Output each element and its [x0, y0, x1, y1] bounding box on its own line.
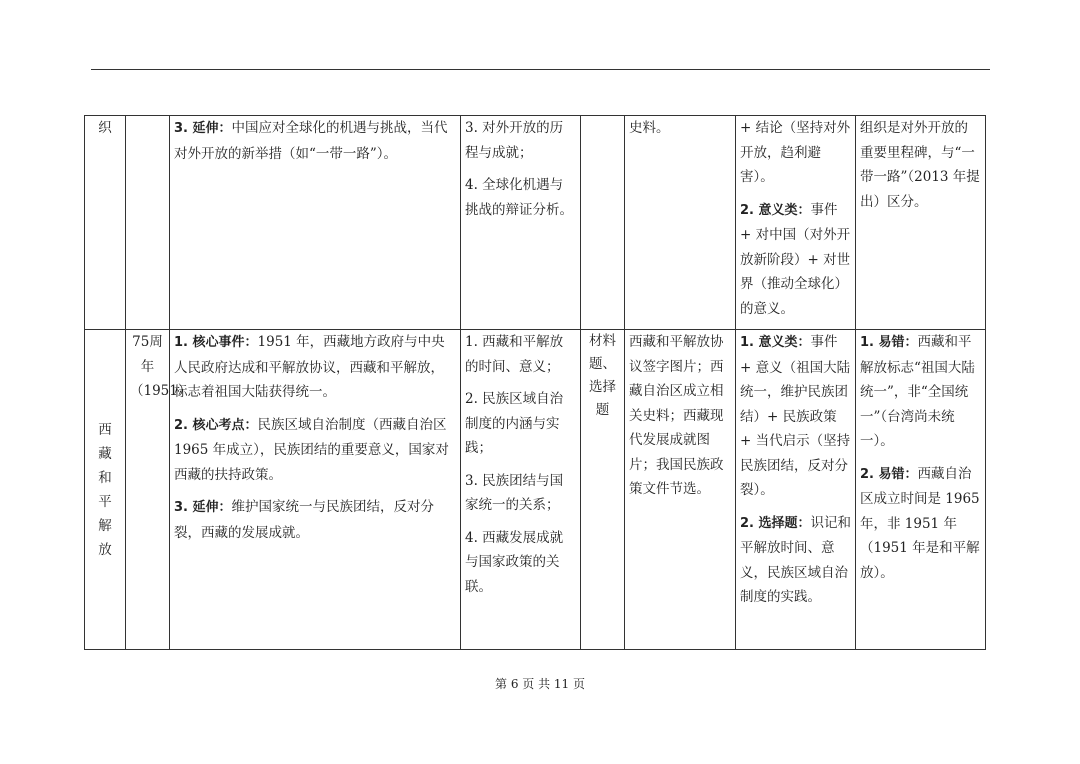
focus-item: 3. 对外开放的历程与成就； — [465, 120, 564, 161]
table-row — [85, 330, 986, 650]
anniversary-cell — [126, 330, 192, 650]
materials-cell: 史料。 — [625, 116, 736, 330]
focus-item: 1. 西藏和平解放的时间、意义； — [465, 334, 564, 375]
pitfalls-cell — [856, 330, 986, 650]
anniversary: 75周年（1951） — [130, 334, 192, 399]
topic-name-char: 解 — [98, 517, 112, 534]
focus-item: 2. 民族区域自治制度的内涵与实践； — [465, 391, 564, 456]
focus-cell — [461, 116, 581, 330]
item-label: 1. 意义类： — [740, 335, 811, 350]
item-label: 2. 意义类： — [740, 202, 811, 218]
topic-table — [84, 115, 986, 650]
focus-cell — [461, 330, 581, 650]
topic-name-char: 和 — [98, 469, 112, 486]
item-text: 维护国家统一与民族团结，反对分裂，西藏的发展成就。 — [174, 499, 435, 541]
item-label: 1. 易错： — [860, 335, 918, 350]
table-row — [85, 116, 986, 330]
question-type-cell — [581, 330, 625, 650]
topic-name — [89, 418, 121, 562]
item-text: 识记和平解放时间、意义，民族区域自治制度的实践。 — [740, 514, 852, 605]
item-text: 1951 年，西藏地方政府与中央人民政府达成和平解放协议，西藏和平解放，标志着祖国大陆获得统一。 — [174, 334, 445, 400]
pitfalls-cell — [856, 116, 986, 330]
item-label: 2. 选择题： — [740, 515, 811, 531]
item-label: 2. 易错： — [860, 466, 918, 482]
item-text: 西藏自治区成立时间是 1965 年，非 1951 年（1951 年是和平解放）。 — [860, 465, 980, 581]
item-text: 中国应对全球化的机遇与挑战，当代对外开放的新举措（如“一带一路”）。 — [174, 120, 448, 162]
item-label: 1. 核心事件： — [174, 335, 258, 350]
hint-item: + 结论（坚持对外开放，趋利避害）。 — [740, 120, 851, 185]
header-rule — [91, 69, 990, 70]
materials-cell: 西藏和平解放协议签字图片；西藏自治区成立相关史料；西藏现代发展成就图片；我国民族政策文件节选。 — [625, 330, 736, 650]
question-type: 材料题、选择题 — [589, 333, 616, 418]
topic-name-cell: 织 — [85, 116, 126, 330]
topic-name-char: 放 — [98, 541, 112, 558]
topic-name-char: 平 — [98, 493, 112, 510]
page-footer: 第 6 页 共 11 页 — [495, 677, 585, 691]
item-text: 事件 + 意义（祖国大陆统一，维护民族团结）+ 民族政策 + 当代启示（坚持民族团结，反对分裂）。 — [740, 334, 851, 498]
item-label: 3. 延伸： — [174, 121, 232, 136]
item-label: 2. 核心考点： — [174, 417, 258, 433]
question-type-cell — [581, 116, 625, 330]
item-text: 事件 + 对中国（对外开放新阶段）+ 对世界（推动全球化）的意义。 — [740, 201, 851, 317]
content-cell — [170, 116, 461, 330]
focus-item: 4. 西藏发展成就与国家政策的关联。 — [465, 529, 564, 595]
focus-item: 4. 全球化机遇与挑战的辩证分析。 — [465, 177, 573, 218]
item-text: 民族区域自治制度（西藏自治区 1965 年成立），民族团结的重要意义，国家对西藏的扶持政策。 — [174, 416, 449, 483]
hints-cell — [736, 116, 856, 330]
anniversary-cell — [126, 116, 170, 330]
topic-name-cell — [85, 330, 126, 650]
hints-cell — [736, 330, 856, 650]
content-cell — [170, 330, 461, 650]
topic-name-char: 藏 — [98, 445, 112, 462]
pitfall-item: 组织是对外开放的重要里程碑，与“一带一路”（2013 年提出）区分。 — [860, 120, 980, 210]
focus-item: 3. 民族团结与国家统一的关系； — [465, 472, 564, 513]
item-label: 3. 延伸： — [174, 500, 232, 515]
topic-name-char: 西 — [98, 421, 112, 438]
item-text: 西藏和平解放标志“祖国大陆统一”，非“全国统一”（台湾尚未统一）。 — [860, 334, 975, 449]
